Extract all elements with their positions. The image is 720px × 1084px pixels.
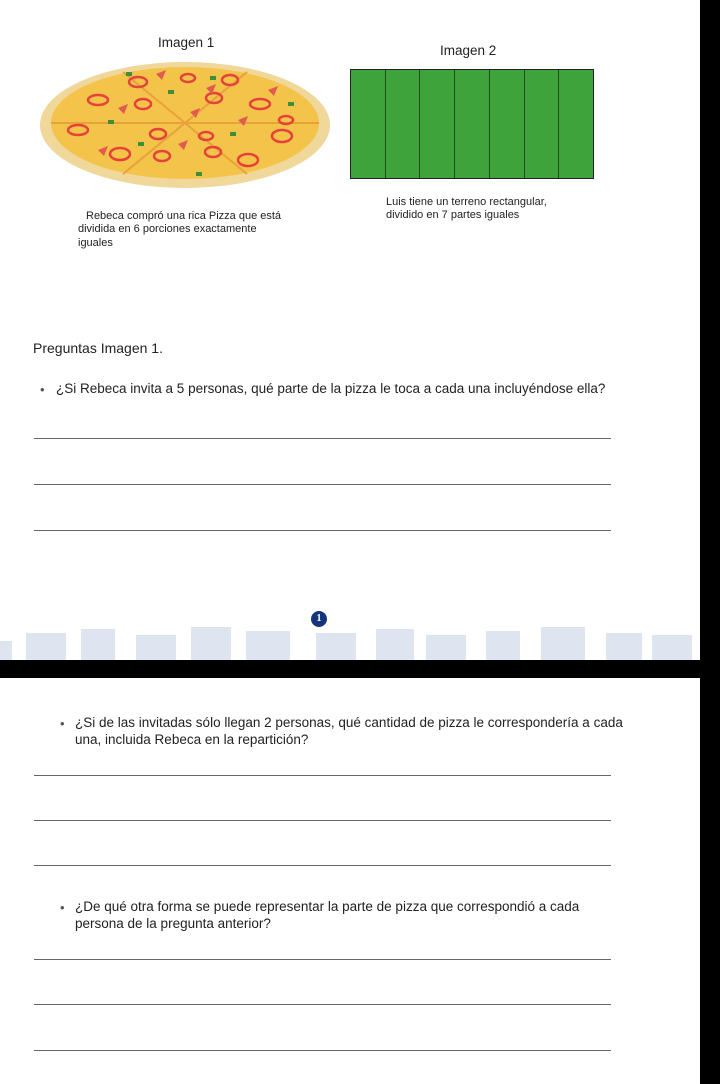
- page-number-badge: 1: [311, 611, 327, 627]
- field-part: [525, 70, 560, 178]
- watermark-decoration: [0, 622, 696, 660]
- pizza-illustration: [38, 60, 332, 190]
- image1-caption-line-2: dividida en 6 porciones exactamente: [78, 223, 257, 235]
- answer-line[interactable]: [34, 775, 611, 776]
- image1-caption-line-3: iguales: [78, 237, 113, 249]
- field-rectangle: [350, 69, 594, 179]
- questions-heading: Preguntas Imagen 1.: [33, 340, 163, 356]
- answer-line[interactable]: [34, 530, 611, 531]
- question-2-line-2: una, incluida Rebeca en la repartición?: [75, 732, 309, 747]
- question-1-text: ¿Si Rebeca invita a 5 personas, qué parte de la pizza le toca a cada una incluyéndose ella?: [56, 381, 606, 396]
- field-part: [455, 70, 490, 178]
- field-part: [351, 70, 386, 178]
- answer-line[interactable]: [34, 820, 611, 821]
- answer-line[interactable]: [34, 1004, 611, 1005]
- bullet-q2: •: [60, 716, 65, 731]
- answer-line[interactable]: [34, 1050, 611, 1051]
- worksheet-page-2: [0, 678, 700, 1084]
- bullet-q1: •: [40, 382, 45, 397]
- image2-caption-line-1: Luis tiene un terreno rectangular,: [386, 196, 547, 208]
- field-part: [386, 70, 421, 178]
- question-3-line-1: ¿De qué otra forma se puede representar la parte de pizza que correspondió a cada: [75, 899, 580, 914]
- answer-line[interactable]: [34, 484, 611, 485]
- field-part: [420, 70, 455, 178]
- answer-line[interactable]: [34, 865, 611, 866]
- image1-caption-line-1: Rebeca compró una rica Pizza que está: [86, 210, 282, 222]
- field-part: [559, 70, 593, 178]
- question-2-line-1: ¿Si de las invitadas sólo llegan 2 personas, qué cantidad de pizza le correspondería a cada: [75, 715, 623, 730]
- answer-line[interactable]: [34, 959, 611, 960]
- bullet-q3: •: [60, 900, 65, 915]
- answer-line[interactable]: [34, 438, 611, 439]
- question-3-line-2: persona de la pregunta anterior?: [75, 916, 271, 931]
- image1-title: Imagen 1: [158, 35, 215, 50]
- image2-caption-line-2: dividido en 7 partes iguales: [386, 209, 520, 221]
- field-part: [490, 70, 525, 178]
- image2-title: Imagen 2: [440, 43, 497, 58]
